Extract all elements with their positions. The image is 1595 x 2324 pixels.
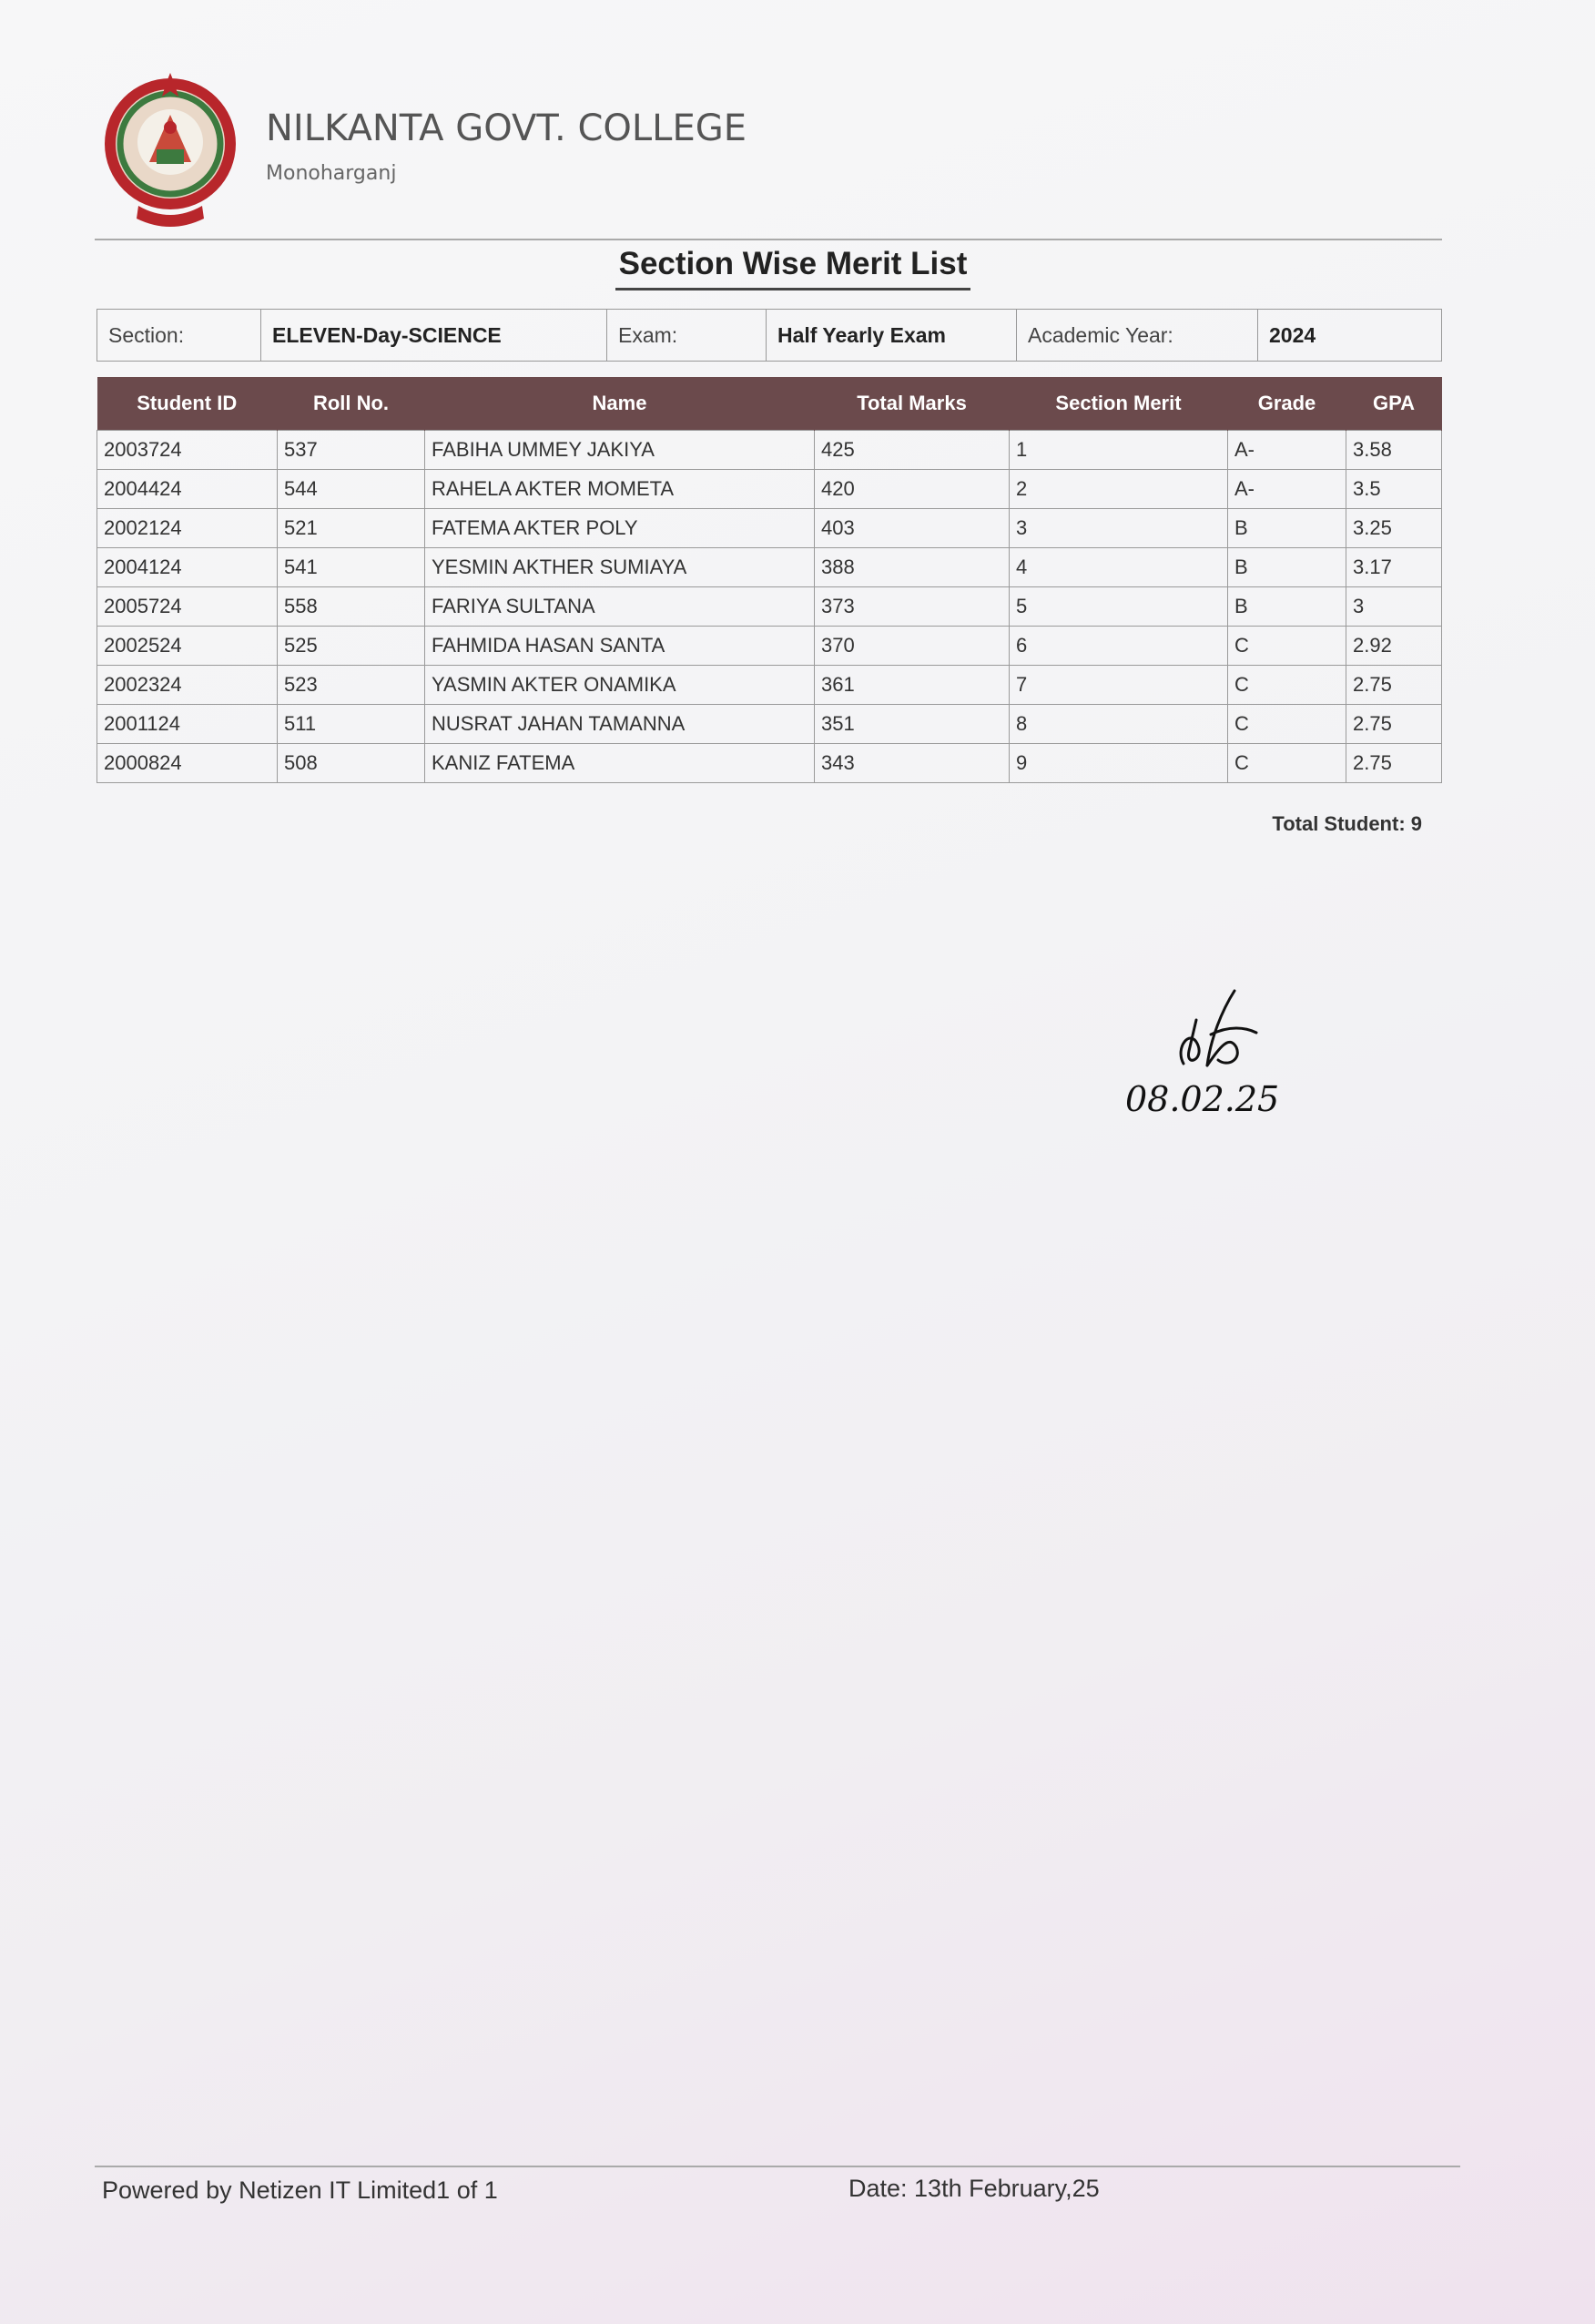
cell-grade: B — [1228, 509, 1346, 548]
cell-student-id: 2004424 — [97, 470, 278, 509]
signature-icon — [1120, 984, 1375, 1129]
cell-student-id: 2002324 — [97, 666, 278, 705]
report-title-wrap — [0, 246, 1595, 290]
college-logo-icon — [102, 69, 239, 231]
table-row — [97, 705, 1442, 744]
cell-section-merit: 3 — [1010, 509, 1228, 548]
cell-student-id: 2002124 — [97, 509, 278, 548]
cell-section-merit: 4 — [1010, 548, 1228, 587]
college-name: NILKANTA GOVT. COLLEGE — [266, 107, 747, 149]
cell-section-merit: 6 — [1010, 627, 1228, 666]
header-divider — [95, 239, 1442, 240]
cell-student-id: 2000824 — [97, 744, 278, 783]
col-gpa: GPA — [1346, 377, 1442, 431]
print-date: Date: 13th February,25 — [848, 2175, 1100, 2202]
cell-roll-no: 525 — [278, 627, 425, 666]
college-place: Monoharganj — [266, 162, 397, 185]
table-row — [97, 744, 1442, 783]
cell-total-marks: 361 — [815, 666, 1010, 705]
merit-table — [97, 377, 1442, 783]
cell-gpa: 2.75 — [1346, 705, 1442, 744]
table-row — [97, 509, 1442, 548]
cell-name: YESMIN AKTHER SUMIAYA — [425, 548, 815, 587]
cell-gpa: 2.75 — [1346, 666, 1442, 705]
cell-grade: A- — [1228, 470, 1346, 509]
cell-student-id: 2003724 — [97, 431, 278, 470]
cell-roll-no: 521 — [278, 509, 425, 548]
table-row — [97, 627, 1442, 666]
table-row — [97, 587, 1442, 627]
cell-name: KANIZ FATEMA — [425, 744, 815, 783]
cell-student-id: 2004124 — [97, 548, 278, 587]
exam-label: Exam: — [607, 310, 767, 362]
cell-section-merit: 8 — [1010, 705, 1228, 744]
col-name: Name — [425, 377, 815, 431]
cell-total-marks: 420 — [815, 470, 1010, 509]
cell-grade: B — [1228, 548, 1346, 587]
cell-roll-no: 544 — [278, 470, 425, 509]
cell-gpa: 3.58 — [1346, 431, 1442, 470]
col-student-id: Student ID — [97, 377, 278, 431]
cell-name: YASMIN AKTER ONAMIKA — [425, 666, 815, 705]
cell-gpa: 3.17 — [1346, 548, 1442, 587]
cell-section-merit: 5 — [1010, 587, 1228, 627]
cell-total-marks: 343 — [815, 744, 1010, 783]
cell-gpa: 3.25 — [1346, 509, 1442, 548]
total-student: Total Student: 9 — [1272, 812, 1422, 835]
section-label: Section: — [97, 310, 261, 362]
cell-total-marks: 425 — [815, 431, 1010, 470]
cell-name: FATEMA AKTER POLY — [425, 509, 815, 548]
cell-grade: B — [1228, 587, 1346, 627]
cell-grade: A- — [1228, 431, 1346, 470]
footer-divider — [95, 2166, 1460, 2167]
report-title: Section Wise Merit List — [615, 246, 971, 290]
cell-name: NUSRAT JAHAN TAMANNA — [425, 705, 815, 744]
table-row — [97, 666, 1442, 705]
cell-section-merit: 1 — [1010, 431, 1228, 470]
table-row — [97, 470, 1442, 509]
signature-date: 08.02.25 — [1125, 1079, 1280, 1119]
cell-name: FARIYA SULTANA — [425, 587, 815, 627]
cell-student-id: 2005724 — [97, 587, 278, 627]
table-row — [97, 431, 1442, 470]
powered-by-text: Powered by Netizen IT Limited1 of 1 — [102, 2176, 498, 2204]
cell-grade: C — [1228, 627, 1346, 666]
cell-total-marks: 351 — [815, 705, 1010, 744]
year-value: 2024 — [1258, 310, 1442, 362]
cell-name: FAHMIDA HASAN SANTA — [425, 627, 815, 666]
cell-roll-no: 511 — [278, 705, 425, 744]
cell-student-id: 2002524 — [97, 627, 278, 666]
year-label: Academic Year: — [1017, 310, 1258, 362]
info-row — [97, 310, 1442, 362]
cell-roll-no: 508 — [278, 744, 425, 783]
cell-section-merit: 7 — [1010, 666, 1228, 705]
cell-gpa: 3 — [1346, 587, 1442, 627]
cell-gpa: 3.5 — [1346, 470, 1442, 509]
cell-section-merit: 9 — [1010, 744, 1228, 783]
cell-roll-no: 541 — [278, 548, 425, 587]
table-row — [97, 548, 1442, 587]
cell-total-marks: 370 — [815, 627, 1010, 666]
cell-name: FABIHA UMMEY JAKIYA — [425, 431, 815, 470]
cell-student-id: 2001124 — [97, 705, 278, 744]
cell-total-marks: 403 — [815, 509, 1010, 548]
cell-gpa: 2.75 — [1346, 744, 1442, 783]
cell-grade: C — [1228, 705, 1346, 744]
col-total-marks: Total Marks — [815, 377, 1010, 431]
cell-total-marks: 388 — [815, 548, 1010, 587]
cell-grade: C — [1228, 744, 1346, 783]
cell-roll-no: 523 — [278, 666, 425, 705]
col-roll-no: Roll No. — [278, 377, 425, 431]
cell-name: RAHELA AKTER MOMETA — [425, 470, 815, 509]
col-grade: Grade — [1228, 377, 1346, 431]
cell-section-merit: 2 — [1010, 470, 1228, 509]
cell-total-marks: 373 — [815, 587, 1010, 627]
info-table — [97, 309, 1442, 362]
col-section-merit: Section Merit — [1010, 377, 1228, 431]
merit-header-row — [97, 377, 1442, 431]
cell-roll-no: 558 — [278, 587, 425, 627]
cell-gpa: 2.92 — [1346, 627, 1442, 666]
cell-roll-no: 537 — [278, 431, 425, 470]
exam-value: Half Yearly Exam — [767, 310, 1017, 362]
cell-grade: C — [1228, 666, 1346, 705]
section-value: ELEVEN-Day-SCIENCE — [261, 310, 607, 362]
